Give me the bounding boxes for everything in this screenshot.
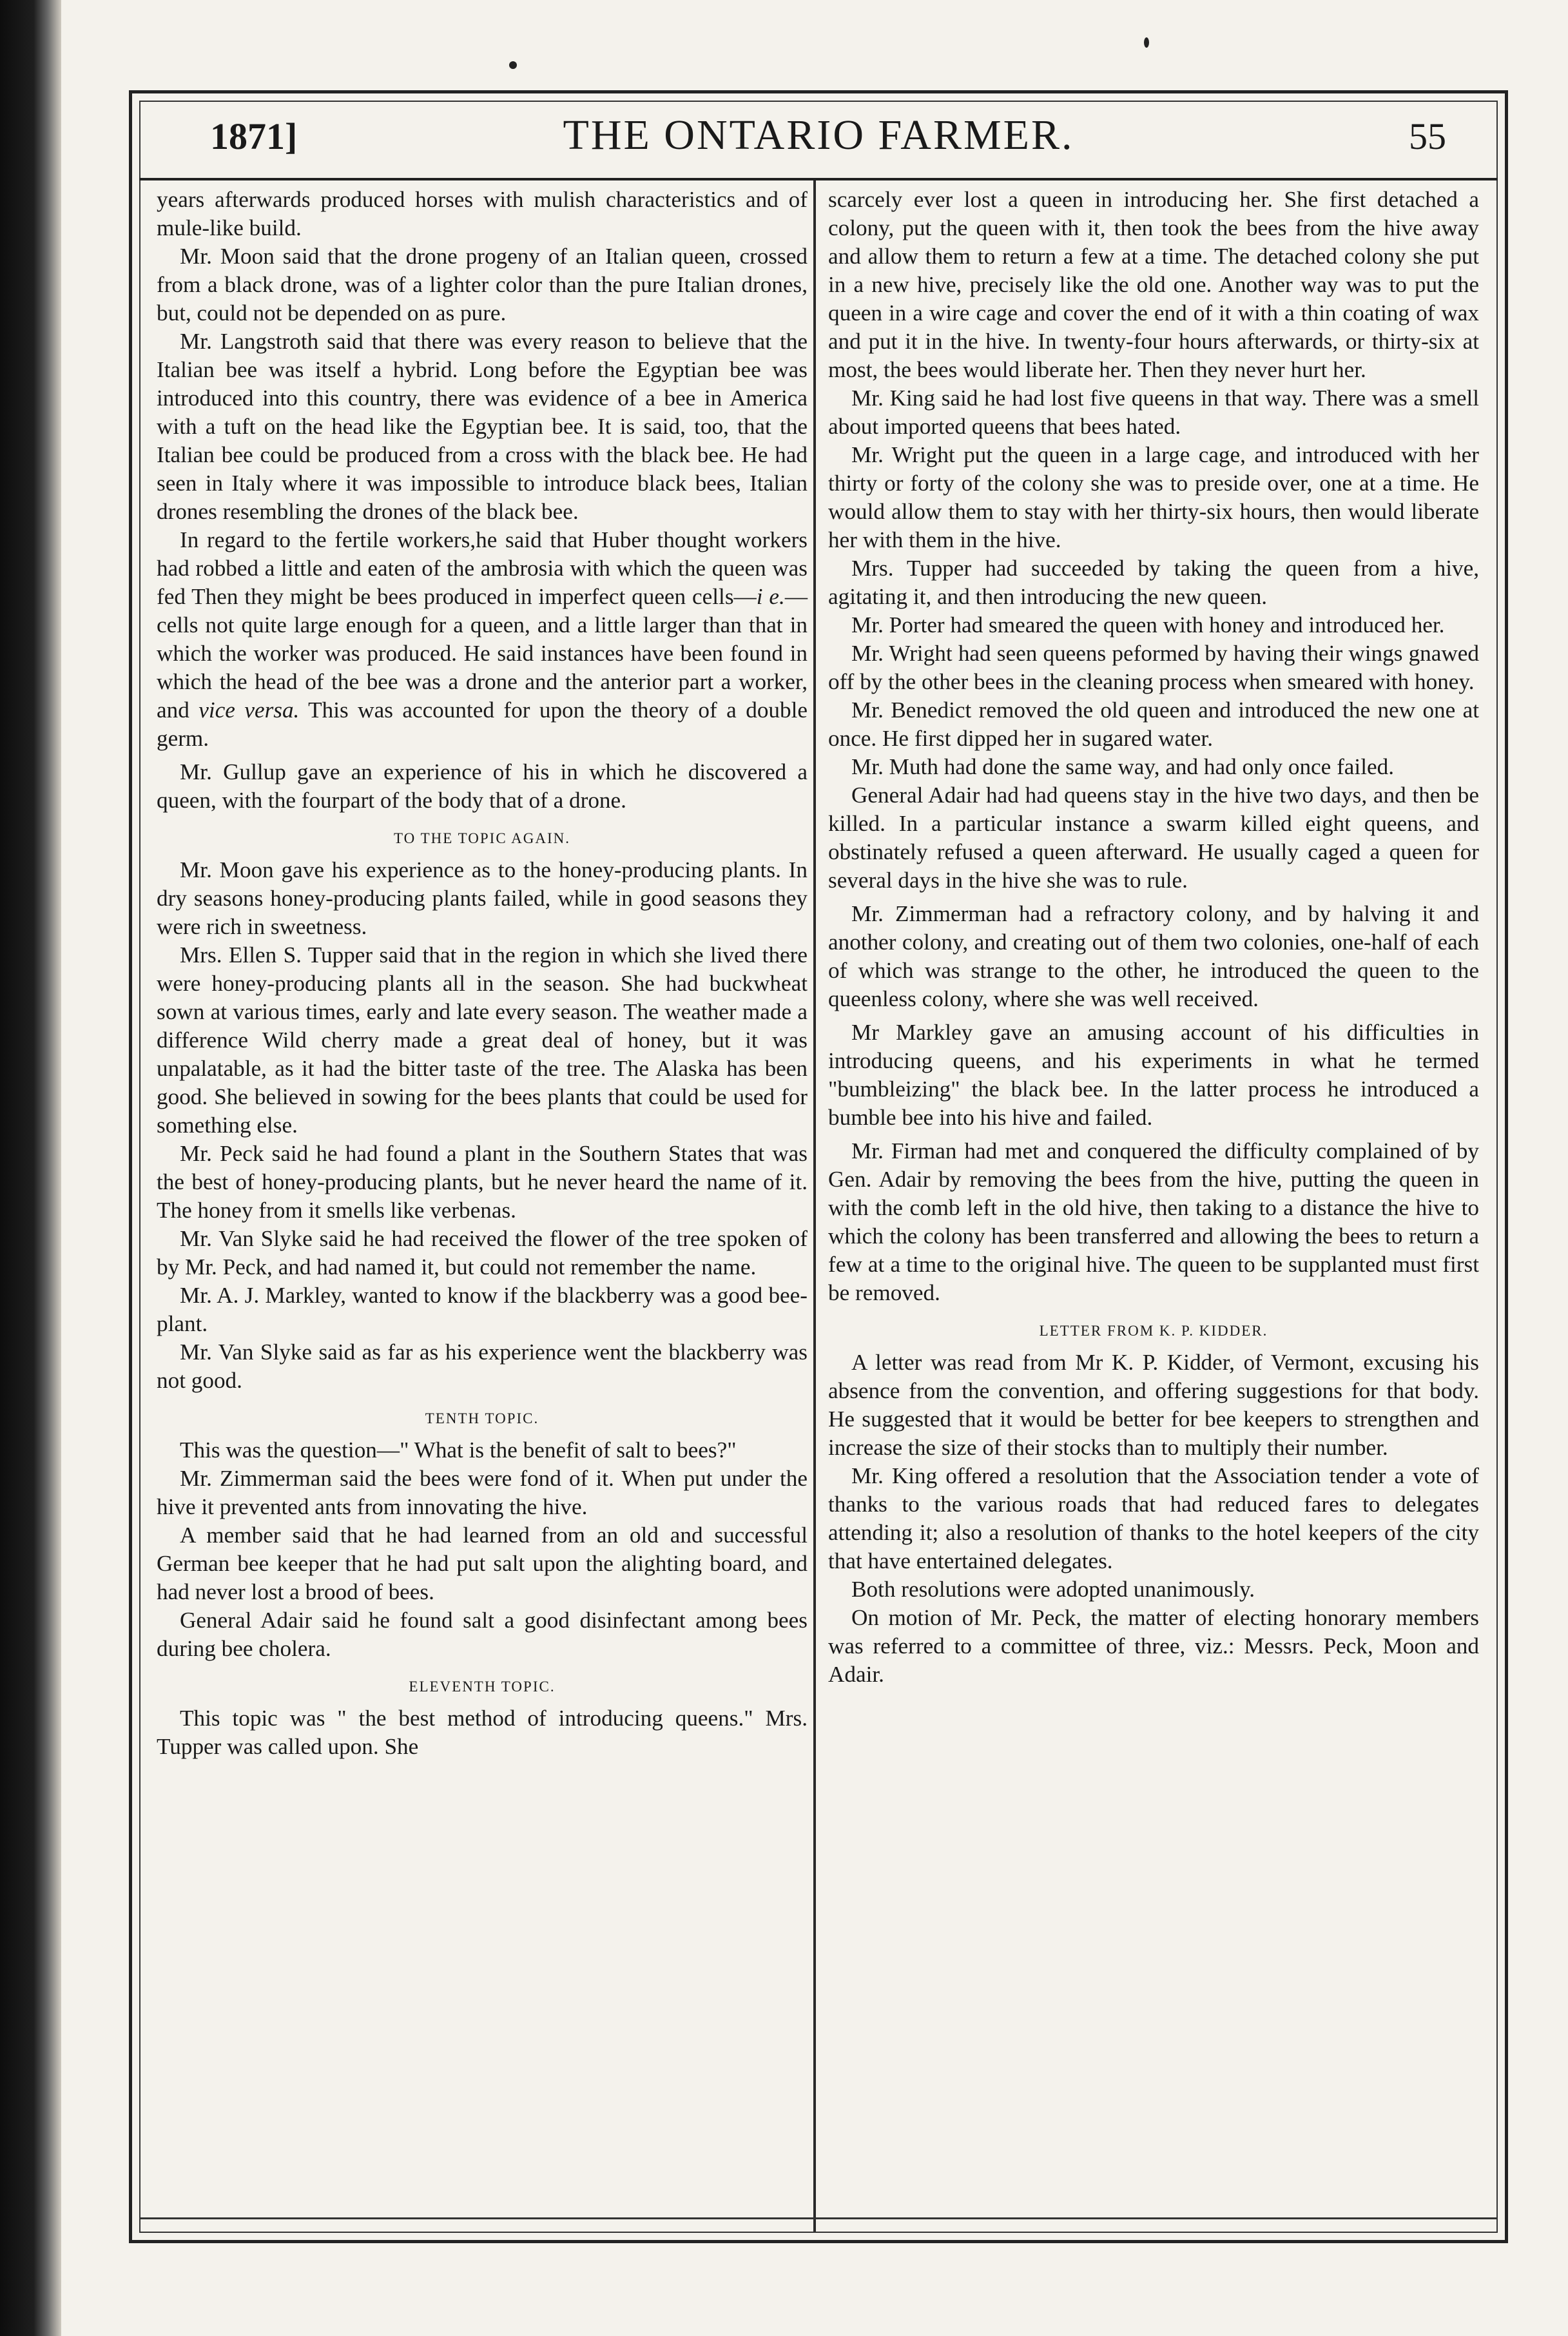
paragraph: A member said that he had learned from an old and successful German bee keeper that he had put salt upon the alighting board, and had never lost a brood of bees. xyxy=(157,1523,808,1604)
print-speck xyxy=(509,61,517,69)
publication-title: THE ONTARIO FARMER. xyxy=(563,112,1074,159)
paragraph: Mr. Wright put the queen in a large cage, and introduced with her thirty or forty of the colony she was to preside over, one at a time. He would allow them to stay with her thirty-six hours, then would liberate her with them in the hive. xyxy=(828,442,1479,552)
paragraph: Mr. Benedict removed the old queen and introduced the new one at once. He first dipped her in sugared water. xyxy=(828,697,1479,751)
section-heading: TENTH TOPIC. xyxy=(425,1410,539,1426)
paragraph: Mr. Van Slyke said as far as his experience went the blackberry was not good. xyxy=(157,1339,808,1393)
paragraph: Mrs. Tupper had succeeded by taking the queen from a hive, agitating it, and then introducing the new queen. xyxy=(828,556,1479,609)
paragraph: Mr. Gullup gave an experience of his in which he discovered a queen, with the fourpart of the body that of a drone. xyxy=(157,759,808,813)
paragraph-text: —cells not quite large enough for a queen, and a little larger than that in which the worker was produced. He said instances have been found in which the head of the bee was a drone and the anterior part a worker, and xyxy=(157,584,808,723)
paragraph: Mr. Peck said he had found a plant in the Southern States that was the best of honey-producing plants, but he never heard the name of it. The honey from it smells like verbenas. xyxy=(157,1141,808,1223)
paragraph: Mr. Zimmerman had a refractory colony, and by halving it and another colony, and creating out of them two colonies, one-half of each of which was strange to the other, he introduced the queen to the queenless colony, where she was well received. xyxy=(828,901,1479,1011)
paragraph: Mr. King offered a resolution that the Association tender a vote of thanks to the various roads that had reduced fares to delegates attending it; also a resolution of thanks to the hotel keepers of the city that have entertained delegates. xyxy=(828,1463,1479,1573)
paragraph: Mrs. Ellen S. Tupper said that in the region in which she lived there were honey-producing plants all in the season. She had buckwheat sown at various times, early and late every season. The weather made a difference Wild cherry made a great deal of honey, but it was unpalatable, as it had the bitter taste of the tree. The Alaska has been good. She believed in sowing for the bees plants that could be used for something else. xyxy=(157,942,808,1138)
paragraph: Mr. Muth had done the same way, and had only once failed. xyxy=(851,754,1394,779)
italic-abbreviation: i e. xyxy=(756,584,785,609)
paragraph: General Adair had had queens stay in the hive two days, and then be killed. In a particular instance a swarm killed eight queens, and obstinately refused a queen afterward. He usually caged a queen for several days in the hive she was to rule. xyxy=(828,783,1479,893)
paragraph: A letter was read from Mr K. P. Kidder, of Vermont, excusing his absence from the convention, and offering suggestions for that body. He suggested that it would be better for bee keepers to strengthen and increase the size of their stocks than to multiply their number. xyxy=(828,1350,1479,1460)
paragraph: Mr. Moon said that the drone progeny of an Italian queen, crossed from a black drone, was of a lighter color than the pure Italian drones, but, could not be depended on as pure. xyxy=(157,244,808,326)
section-heading: LETTER FROM K. P. KIDDER. xyxy=(1039,1323,1268,1339)
paragraph: Mr. Porter had smeared the queen with honey and introduced her. xyxy=(851,612,1445,638)
paragraph: Mr. King said he had lost five queens in that way. There was a smell about imported queens that bees hated. xyxy=(828,385,1479,439)
paragraph: On motion of Mr. Peck, the matter of electing honorary members was referred to a committee of three, viz.: Messrs. Peck, Moon and Adair. xyxy=(828,1605,1479,1687)
paragraph: This topic was " the best method of introducing queens." Mrs. Tupper was called upon. She xyxy=(157,1706,808,1759)
paragraph: General Adair said he found salt a good disinfectant among bees during bee cholera. xyxy=(157,1608,808,1661)
paragraph: Mr. A. J. Markley, wanted to know if the blackberry was a good bee-plant. xyxy=(157,1283,808,1336)
paragraph: years afterwards produced horses with mulish characteristics and of mule-like build. xyxy=(157,187,808,240)
header-year: 1871] xyxy=(210,115,298,157)
paragraph: Mr. Van Slyke said he had received the flower of the tree spoken of by Mr. Peck, and had named it, but could not remember the name. xyxy=(157,1226,808,1280)
section-heading: ELEVENTH TOPIC. xyxy=(409,1679,556,1695)
paragraph: Both resolutions were adopted unanimously. xyxy=(851,1577,1255,1602)
print-speck xyxy=(1144,37,1149,48)
section-heading: TO THE TOPIC AGAIN. xyxy=(394,830,570,846)
right-column xyxy=(828,186,1479,1689)
paragraph: Mr. Langstroth said that there was every reason to believe that the Italian bee was itself a hybrid. Long before the Egyptian bee was introduced into this country, there was evidence of a bee in America with a tuft on the head like the Egyptian bee. It is said, too, that the Italian bee could be produced from a cross with the black bee. He had seen in Italy where it was impossible to introduce black bees, Italian drones resembling the drones of the black bee. xyxy=(157,329,808,524)
italic-phrase: vice versa. xyxy=(198,697,300,723)
page-binding-edge xyxy=(0,0,61,2336)
bottom-rule xyxy=(139,2217,1498,2219)
paragraph: Mr. Zimmerman said the bees were fond of it. When put under the hive it prevented ants from innovating the hive. xyxy=(157,1466,808,1519)
paragraph: scarcely ever lost a queen in introducing her. She first detached a colony, put the queen with it, then took the bees from the hive away and allow them to return a few at a time. The detached colony she put in a new hive, precisely like the old one. Another way was to put the queen in a wire cage and cover the end of it with a thin coating of wax and put it in the hive. In twenty-four hours afterwards, or thirty-six at most, the bees would liberate her. Then they never hurt her. xyxy=(828,187,1479,382)
left-column xyxy=(157,186,808,1761)
paragraph xyxy=(157,526,808,753)
paragraph: Mr. Wright had seen queens peformed by having their wings gnawed off by the other bees in the cleaning process when smeared with honey. xyxy=(828,641,1479,694)
column-divider xyxy=(813,180,816,2232)
paragraph: Mr. Moon gave his experience as to the honey-producing plants. In dry seasons honey-producing plants failed, while in good seasons they were rich in sweetness. xyxy=(157,857,808,939)
paragraph-text: This was accounted for upon the theory of a double germ. xyxy=(157,697,808,751)
paragraph-text: In regard to the fertile workers,he said that Huber thought workers had robbed a little and eaten of the ambrosia with which the queen was fed Then they might be bees produced in imperfect queen cells— xyxy=(157,527,808,609)
page-number: 55 xyxy=(1409,115,1446,157)
paragraph: Mr. Firman had met and conquered the difficulty complained of by Gen. Adair by removing the bees from the hive, putting the queen in with the comb left in the old hive, then taking to a distance the hive to which the colony has been transferred and allowing the bees to return a few at a time to the original hive. The queen to be supplanted must first be removed. xyxy=(828,1138,1479,1305)
paragraph: This was the question—" What is the benefit of salt to bees?" xyxy=(180,1437,737,1463)
page-header xyxy=(139,101,1498,180)
paragraph: Mr Markley gave an amusing account of his difficulties in introducing queens, and his experiments in what he termed "bumbleizing" the black bee. In the latter process he introduced a bumble bee into his hive and failed. xyxy=(828,1020,1479,1130)
